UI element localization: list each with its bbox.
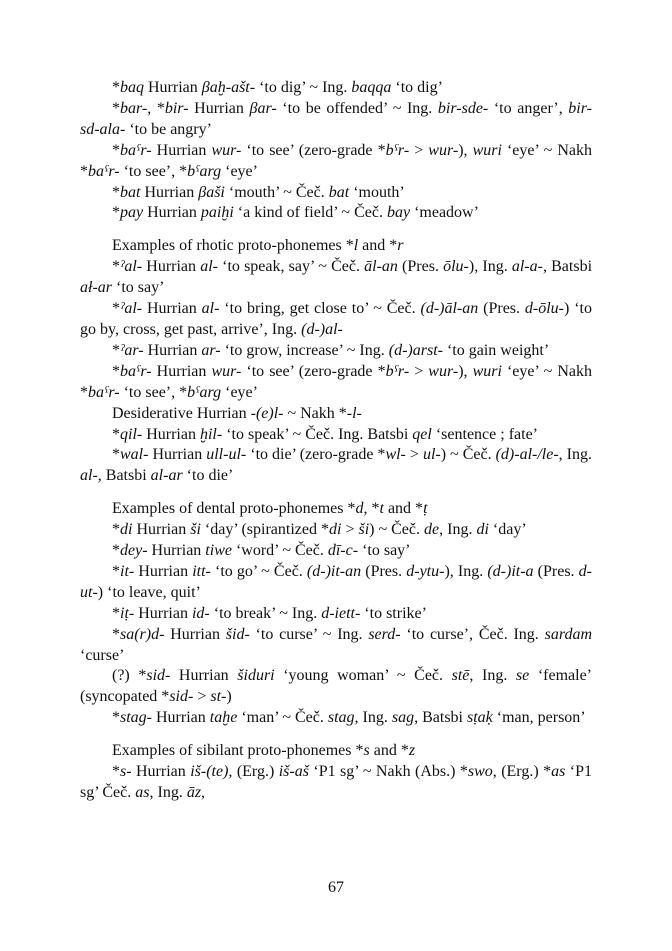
italic-term: bir-sd-ala- [80,99,592,138]
italic-term: z [408,742,416,760]
italic-term: iṭ- [120,604,135,622]
italic-term: sid- [169,688,194,706]
italic-term: ul- [422,446,441,464]
italic-term: wur- [211,362,242,380]
italic-term: qel [412,425,432,443]
paragraph: *s- Hurrian iš-(te), (Erg.) iš-aš ‘P1 sg’ ~ Nakh (Abs.) *swo, (Erg.) *as ‘P1 sg’ Čeč. as, Ing. āz, [80,763,592,801]
paragraph: *ˀar- Hurrian ar- ‘to grow, increase’ ~ Ing. (d-)arst- ‘to gain weight’ [112,341,550,359]
paragraph: (?) *sid- Hurrian šiduri ‘young woman’ ~ Čeč. stē, Ing. se ‘female’ (syncopated *sid- > st-) [80,667,592,706]
italic-term: ˀar- [120,341,144,359]
italic-term: (d-)āl-an [420,300,479,318]
italic-term: bar- [120,99,148,117]
italic-term: id- [191,604,210,622]
section-gap [80,224,592,236]
italic-term: stag- [120,709,152,727]
italic-term: ał-ar [80,279,112,297]
italic-term: āl-an [364,258,398,276]
italic-term: de [424,521,440,539]
italic-term: baˤr- [88,162,120,180]
italic-term: stag [327,709,355,727]
paragraph: *sa(r)d- Hurrian šid- ‘to curse’ ~ Ing. serd- ‘to curse’, Čeč. Ing. sardam ‘curse’ [80,625,593,664]
italic-term: bay [386,204,411,222]
italic-term: d [355,500,364,518]
italic-term: sardam [544,625,593,643]
paragraph: *it- Hurrian itt- ‘to go’ ~ Čeč. (d-)it-an (Pres. d-ytu-), Ing. (d-)it-a (Pres. d-ut-) ‘to leave, quit’ [80,562,592,601]
paragraph: *baˤr- Hurrian wur- ‘to see’ (zero-grade *bˤr- > wur-), wuri ‘eye’ ~ Nakh *baˤr- ‘to see’, *bˤarg ‘eye’ [80,141,593,180]
italic-term: bˤr- [385,362,410,380]
italic-term: bir- [164,99,189,117]
italic-term: (d)-al-/le- [495,446,559,464]
italic-term: baˤr- [120,362,152,380]
italic-term: tiwe [205,542,232,560]
italic-term: βaḫ-ašt- [201,79,256,96]
italic-term: sa(r)d- [120,625,165,643]
italic-term: baˤr- [88,383,120,401]
italic-term: (d-)it-a [487,562,534,580]
paragraph: *iṭ- Hurrian id- ‘to break’ ~ Ing. d-iett- ‘to strike’ [112,604,427,622]
italic-term: as [551,763,566,781]
paragraph: *baˤr- Hurrian wur- ‘to see’ (zero-grade *bˤr- > wur-), wuri ‘eye’ ~ Nakh *baˤr- ‘to see’, *bˤarg ‘eye’ [80,362,593,401]
italic-term: iš-(te), [190,763,233,781]
italic-term: ˀal- [120,300,143,318]
italic-term: βaši [198,183,225,201]
section-gap [80,729,592,741]
italic-term: wur- [211,141,242,159]
italic-term: di [476,521,489,539]
paragraph: *stag- Hurrian taḫe ‘man’ ~ Čeč. stag, Ing. sag, Batsbi sṭaḳ ‘man, person’ [112,709,586,727]
paragraph: *dey- Hurrian tiwe ‘word’ ~ Čeč. dī-c- ‘to say’ [112,542,411,560]
italic-term: l [353,237,359,255]
italic-term: šiduri [237,667,275,685]
italic-term: paiḫi [200,204,234,222]
paragraph: *ˀal- Hurrian al- ‘to speak, say’ ~ Čeč. āl-an (Pres. ōlu-), Ing. al-a-, Batsbi ał-ar ‘to say’ [80,258,593,297]
italic-term: d-ytu- [406,562,445,580]
italic-term: qil- [120,425,143,443]
italic-term: baq [120,79,144,96]
italic-term: ull-ul- [206,446,247,464]
italic-term: (d-)arst- [388,341,443,359]
italic-term: wur- [428,362,459,380]
italic-term: stē [451,667,470,685]
italic-term: bir-sde- [437,99,489,117]
italic-term: baˤr- [120,141,152,159]
italic-term: it- [120,562,135,580]
italic-term: al- [201,300,220,318]
italic-term: d-ōlu- [524,300,565,318]
italic-term: -(e)l- [250,404,284,422]
italic-term: -l- [346,404,362,422]
italic-term: al-a- [511,258,543,276]
italic-term: al- [80,467,98,485]
italic-term: āz [186,784,202,801]
italic-term: s [363,742,370,760]
italic-term: ṭ [423,500,428,518]
italic-term: wuri [472,362,502,380]
italic-term: wl- [385,446,406,464]
italic-term: di [120,521,133,539]
italic-term: dey- [120,542,148,560]
paragraph: Examples of sibilant proto-phonemes *s and *z [112,742,416,760]
italic-term: bat [328,183,350,201]
italic-term: βar- [249,99,277,117]
italic-term: iš-aš [278,763,309,781]
italic-term: ši [358,521,370,539]
italic-term: ar- [201,341,221,359]
page-number: 67 [328,879,344,896]
italic-term: dī-c- [327,542,359,560]
italic-term: al- [200,258,218,276]
italic-term: ˀal- [120,258,143,276]
italic-term: bat [120,183,141,201]
italic-term: ōlu- [443,258,469,276]
paragraph: *wal- Hurrian ull-ul- ‘to die’ (zero-grade *wl- > ul-) ~ Čeč. (d)-al-/le-, Ing. al-, Batsbi al-ar ‘to die’ [80,446,593,485]
italic-term: (d-)it-an [306,562,362,580]
italic-term: taḫe [209,709,238,727]
italic-term: sag [391,709,415,727]
paragraph: *ˀal- Hurrian al- ‘to bring, get close to’ ~ Čeč. (d-)āl-an (Pres. d-ōlu-) ‘to go by, cross, get past, arrive’, Ing. (d-)al- [80,300,592,338]
italic-term: ši [190,521,201,539]
italic-term: swo [467,763,493,781]
italic-term: baqqa [351,79,392,96]
paragraph: *bar-, *bir- Hurrian βar- ‘to be offended’ ~ Ing. bir-sde- ‘to anger’, bir-sd-ala- ‘to be angry’ [80,99,592,138]
italic-term: wur- [428,141,459,159]
italic-term: itt- [192,562,211,580]
italic-term: pay [120,204,144,222]
paragraph: *bat Hurrian βaši ‘mouth’ ~ Čeč. bat ‘mouth’ [112,183,405,201]
italic-term: sṭaḳ [466,709,493,727]
paragraph: Examples of dental proto-phonemes *d, *t and *ṭ [112,500,428,518]
paragraph: Examples of rhotic proto-phonemes *l and *r [112,237,404,255]
paragraph: *di Hurrian ši ‘day’ (spirantized *di > ši) ~ Čeč. de, Ing. di ‘day’ [112,521,527,539]
paragraph: *pay Hurrian paiḫi ‘a kind of field’ ~ Čeč. bay ‘meadow’ [112,204,479,222]
italic-term: sid- [146,667,171,685]
italic-term: d-ut- [80,562,592,601]
italic-term: s- [120,763,132,781]
italic-term: wuri [472,141,502,159]
italic-term: serd- [368,625,401,643]
italic-term: bˤr- [385,141,410,159]
italic-term: r [397,237,404,255]
italic-term: st- [210,688,227,706]
italic-term: t [379,500,384,518]
italic-term: as [135,784,150,801]
section-gap [80,487,592,499]
italic-term: wal- [120,446,149,464]
paragraph: *qil- Hurrian ḫil- ‘to speak’ ~ Čeč. Ing. Batsbi qel ‘sentence ; fate’ [112,425,538,443]
italic-term: al-ar [150,467,183,485]
italic-term: di [328,521,342,539]
italic-term: bˤarg [187,162,222,180]
italic-term: (d-)al- [301,320,343,338]
italic-term: bˤarg [187,383,222,401]
italic-term: ḫil- [199,425,223,443]
italic-term: d-iett- [321,604,361,622]
italic-term: se [515,667,530,685]
italic-term: šid- [225,625,250,643]
paragraph: *baq Hurrian βaḫ-ašt- ‘to dig’ ~ Ing. baqqa ‘to dig’ [112,79,443,96]
page-body [80,78,592,804]
paragraph: Desiderative Hurrian -(e)l- ~ Nakh *-l- [112,404,362,422]
